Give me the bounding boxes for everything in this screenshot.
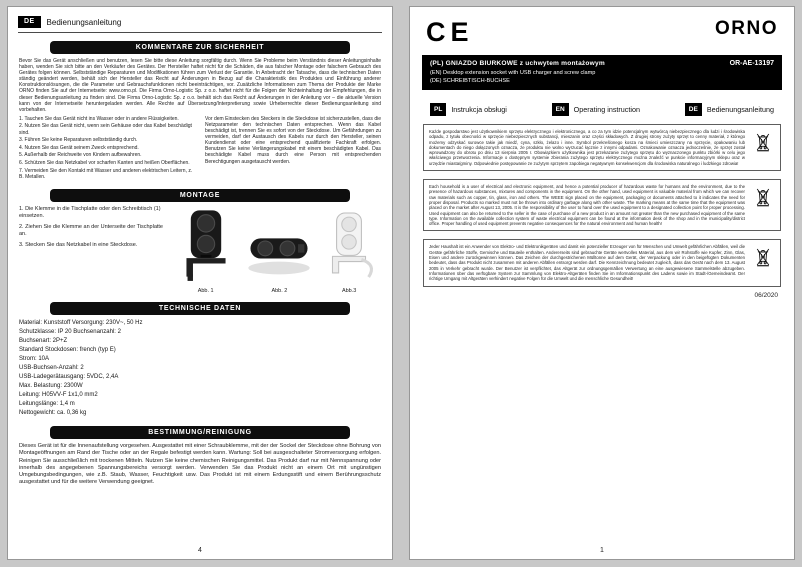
notice-box-pl xyxy=(423,124,781,171)
desk-socket-top-image xyxy=(242,218,316,282)
montage-step: 3. Stecken Sie das Netzkabel in eine Steckdose. xyxy=(19,242,138,249)
figure-2 xyxy=(242,218,316,294)
tech-data-row: Nettogewicht: ca. 0,36 kg xyxy=(19,410,87,417)
weee-bin-icon xyxy=(751,129,775,166)
montage-step: 1. Die Klemme in die Tischplatte oder den Schreibtisch (1) einsetzen. xyxy=(19,206,161,220)
page-header xyxy=(8,7,392,28)
section-title-purpose: BESTIMMUNG/REINIGUNG xyxy=(50,426,350,439)
montage-steps xyxy=(19,206,164,294)
notice-box-de xyxy=(423,239,781,286)
header-divider xyxy=(18,32,382,33)
safety-list-item: 7. Vermeiden Sie den Kontakt mit Wasser und anderen elektrischen Leitern, z. B. Metallen. xyxy=(19,167,193,180)
figure-3-caption: Abb.3 xyxy=(341,288,357,295)
safety-list-column xyxy=(19,116,195,181)
de-label: Bedienungsanleitung xyxy=(706,105,774,114)
language-row xyxy=(430,103,774,116)
page-header-title: Bedienungsanleitung xyxy=(46,17,122,27)
notice-text-en: Each household is a user of electrical and electronic equipment, and hence a potential producer of hazardous waste for humans and the environment, due to the presence of hazardous substances, mixtures and components in the equipment. On the other hand, used equipment is valuable material from which we can recover raw materials such as copper, tin, glass, iron and others. The WEEE sign placed on the equipment, packaging or documents attached to it indicates the need for proper disposal. Products so marked must not be thrown into ordinary garbage along with other waste. The marking means at the same time that the equipment was placed on the market after August 13, 2005. It is the responsibility of the user to hand over the used equipment to a designated collection point for proper processing. Used equipment can also be returned to the seller in the case of purchase of a new product in an amount not greater than the new purchased equipment of the same type. Information on the available collection system of waste electrical equipment can be found at the information desk of the shop and in the municipality/district office. Proper handling of used equipment prevents negative consequences for the natural environment and human health! xyxy=(429,184,745,227)
manual-page-left xyxy=(7,6,393,560)
en-badge: EN xyxy=(552,103,569,116)
tech-data-row: Max. Belastung: 2300W xyxy=(19,383,83,390)
safety-list-item: 4. Nutzen Sie das Gerät seinem Zweck entsprechend. xyxy=(19,144,139,151)
tech-data-row: Leitung: H05VV-F 1x1,0 mm2 xyxy=(19,392,98,399)
figure-1 xyxy=(171,206,241,294)
montage-figures xyxy=(170,206,381,294)
product-titles xyxy=(430,60,605,84)
tech-data-list xyxy=(19,319,381,418)
tech-data-row: Standard Stockdosen: french (typ E) xyxy=(19,347,116,354)
safety-list-item: 1. Tauchen Sie das Gerät nicht ins Wasser oder in andere Flüssigkeiten. xyxy=(19,115,179,122)
purpose-paragraph: Dieses Gerät ist für die Innenaufstellung vorgesehen. Ausgestattet mit einer Schraubklemme, mit der der Sockel der Steckdose ohne Bohrung von Montageöffnungen am Rand der Tische oder an der Regale befestigt werden kann. Wartung: Soll bei ausgeschalteter Stromversorgung erfolgen. Reinigen Sie ausschließlich mit trockenen Mitteln. Nutzen Sie keine chemischen Reinigungsmittel. Das Produkt darf nur mit Nennspannung oder innerhalb des angegebenen Spannungsbereichs versorgt werden. Verwenden Sie das Produkt nicht an einem Ort mit ungünstigen Umgebungsbedingungen, wie z.B. Staub, Wasser, Feuchtigkeit usw. Das Produkt ist mit einem Erdungsstift und einem Berührungsschutz ausgestattet und für die weitere Verwendung geeignet. xyxy=(19,443,381,486)
safety-text-column xyxy=(205,116,381,181)
tech-data-row: Strom: 10A xyxy=(19,356,50,363)
ce-mark-icon: CE xyxy=(426,17,474,47)
safety-list-item: 3. Führen Sie keine Reparaturen selbstständig durch. xyxy=(19,137,138,144)
notice-text-pl: Każde gospodarstwo jest użytkownikiem sprzętu elektrycznego i elektronicznego, a co za tym idzie potencjalnym wytwórcą niebezpiecznego dla ludzi i środowiska odpadu, z tytułu obecności w sprzęcie niebezpiecznych substancji, mieszanin oraz części składowych. Z drugiej strony zużyty sprzęt to cenny materiał, z którego możemy odzyskać surowce takie jak miedź, cyna, szkło, żelazo i inne. Symbol przekreślonego kosza na śmieci umieszczany na sprzęcie, opakowaniu lub dokumentach do niego dołączonych oznacza, że produktu nie wolno wyrzucać łącznie z innymi odpadami. Oznakowanie oznacza jednocześnie, że sprzęt został wprowadzony do obrotu po dniu 13 sierpnia 2005 r. Obowiązkiem użytkownika jest przekazanie zużytego sprzętu do wyznaczonego punktu zbiórki w celu jego właściwego przetworzenia. Informacje o dostępnym systemie zbierania zużytego sprzętu elektrycznego można znaleźć w punkcie informacyjnym sklepu oraz w urzędzie miasta/gminy. Odpowiednie postępowanie ze zużytym sprzętem zapobiega negatywnym konsekwencjom dla środowiska naturalnego i ludzkiego zdrowia! xyxy=(429,129,745,166)
orno-logo: ORNO xyxy=(715,18,778,39)
tech-data-row: USB-Ladegerätausgang: 5VDC, 2,4A xyxy=(19,374,119,381)
product-title-de: (DE) SCHREIBTISCH-BUCHSE xyxy=(430,78,510,84)
weee-bin-icon xyxy=(751,244,775,281)
product-title-bar xyxy=(422,55,782,90)
tech-data-row: Buchsenart: 2P+Z xyxy=(19,338,68,345)
page-number-right: 1 xyxy=(600,547,604,554)
figure-2-caption: Abb. 2 xyxy=(271,288,288,295)
pl-badge: PL xyxy=(430,103,446,116)
tech-data-row: Leitungslänge: 1,4 m xyxy=(19,401,75,408)
tech-data-row: USB-Buchsen-Anzahl: 2 xyxy=(19,365,84,372)
tech-data-row: Schutzklasse: IP 20 Buchsenanzahl: 2 xyxy=(19,329,121,336)
language-item-pl xyxy=(430,103,507,116)
product-title-pl: (PL) GNIAZDO BIURKOWE z uchwytem montażowym xyxy=(430,60,605,67)
safety-list-item: 6. Schützen Sie das Netzkabel vor scharfen Kanten und heißen Oberflächen. xyxy=(19,159,190,166)
montage-step: 2. Ziehen Sie die Klemme an der Unterseite der Tischplatte an. xyxy=(19,224,163,238)
tech-data-row: Material: Kunststoff Versorgung: 230V~, 50 Hz xyxy=(19,320,143,327)
en-label: Operating instruction xyxy=(573,105,640,114)
weee-bin-icon xyxy=(751,184,775,226)
edition-date: 06/2020 xyxy=(754,291,778,299)
desk-socket-white-image xyxy=(318,206,380,282)
language-item-de xyxy=(685,103,774,116)
page-number-left: 4 xyxy=(198,547,202,554)
safety-columns xyxy=(19,116,381,181)
pl-label: Instrukcja obsługi xyxy=(451,105,507,114)
language-badge-de: DE xyxy=(18,16,41,28)
safety-continuation-paragraph: Vor dem Einstecken des Steckers in die Steckdose ist sicherzustellen, dass die Netzparameter den technischen Daten entsprechen. Wenn das Kabel beschädigt ist, trennen Sie es sofort von der Steckdose. Um Gefährdungen zu vermeiden, darf der Austausch des Kabels nur durch den Hersteller, seinen Kundendienst oder eine entsprechend qualifizierte Fachkraft erfolgen. Benutzen Sie keine Verlängerungskabel mit einem beschädigten Kabel. Das beschädigte Kabel muss durch eine Person mit entsprechenden Berechtigungen ausgetauscht werden. xyxy=(205,115,381,165)
cover-top-row xyxy=(410,7,794,53)
desk-socket-front-image xyxy=(171,206,241,282)
section-title-safety: KOMMENTARE ZUR SICHERHEIT xyxy=(50,41,350,54)
safety-list-item: 5. Außerhalb der Reichweite von Kindern aufbewahren. xyxy=(19,152,142,159)
notice-box-en xyxy=(423,179,781,231)
language-item-en xyxy=(552,103,640,116)
product-title-en: (EN) Desktop extension socket with USB charger and screw clamp xyxy=(430,69,596,76)
section-title-montage: MONTAGE xyxy=(50,189,350,202)
de-badge: DE xyxy=(685,103,702,116)
notice-text-de: Jeder Haushalt ist ein Anwender von Elektro- und Elektronikgeräten und damit ein potenzieller Erzeuger von für Menschen und Umwelt gefährlichen Abfällen, weil die Geräte gefährliche Stoffe, Gemische und Bauteile enthalten. Andererseits sind gebrauchte Geräte wertvolles Material, aus dem wir Rohstoffe wie Kupfer, Zinn, Glas, Eisen und andere zurückgewinnen können. Das Zeichen der durchgestrichenen Mülltonne auf dem Gerät, der Verpackung oder in den beigefügten Dokumenten bedeutet, dass das Produkt nicht zusammen mit anderen Abfällen entsorgt werden darf. Die Kennzeichnung bedeutet zugleich, dass das Gerät nach dem 13. August 2005 in Verkehr gebracht wurde. Der Benutzer ist verpflichtet, das Altgerät zur ordnungsgemäßen Verwertung an eine ausgewiesene Sammelstelle abzugeben. Informationen über das verfügbare System zur Sammlung von Elektro-Altgeräten finden Sie im Informationspunkt des Ladens sowie im Stadt-/Gemeindeamt. Der richtige Umgang mit Altgeräten verhindert negative Folgen für die Umwelt und die menschliche Gesundheit! xyxy=(429,244,745,282)
manual-page-right xyxy=(409,6,795,560)
section-title-tech: TECHNISCHE DATEN xyxy=(50,302,350,315)
figure-3 xyxy=(318,206,380,294)
model-number: OR-AE-13197 xyxy=(729,60,774,67)
safety-intro-paragraph: Bevor Sie das Gerät anschließen und benutzen, lesen Sie bitte diese Anleitung sorgfältig durch. Wenn Sie Probleme beim Verständnis dieser Anleitungsinhalte haben, wenden Sie sich bitte an den Verkäufer des Gerätes. Der Hersteller haftet nicht für die Schäden, die aus falscher Montage oder falschem Gebrauch des Gerätes folgen können. Selbstständige Reparaturen und Modifikationen führen zum Verlust der Garantie. In Anbetracht der Tatsache, dass die technischen Daten ständig geändert werden, behält sich der Hersteller das Recht auf Änderungen in Bezug auf die Charakteristik des Produktes und Einführung anderer Konstruktionslösungen, die die Parameter und Gebrauchsfunktionen nicht beeinträchtigen, vor. Zusätzliche Informationen zum Thema der Produkte der Marke ORNO finden Sie auf der Internetseite: www.orno.pl. Die Firma Orno-Logistic Sp. z o.o. haftet nicht für die Folgen der Nichteinhaltung der Empfehlungen, die in dieser Bedienungsanleitung zu finden sind. Die Firma Orno-Logistic Sp. z o.o. behält sich das Recht auf Änderungen in der Anleitung vor – die aktuelle Version kann von der Internetseite heruntergeladen werden. Alle Rechte auf Übersetzung/Interpretierung sowie Urheberrechte dieser Bedienungsanleitung sind vorbehalten. xyxy=(19,58,381,113)
figure-1-caption: Abb. 1 xyxy=(197,288,214,295)
montage-section xyxy=(19,206,381,294)
safety-list-item: 2. Nutzen Sie das Gerät nicht, wenn sein Gehäuse oder das Kabel beschädigt sind. xyxy=(19,123,192,136)
